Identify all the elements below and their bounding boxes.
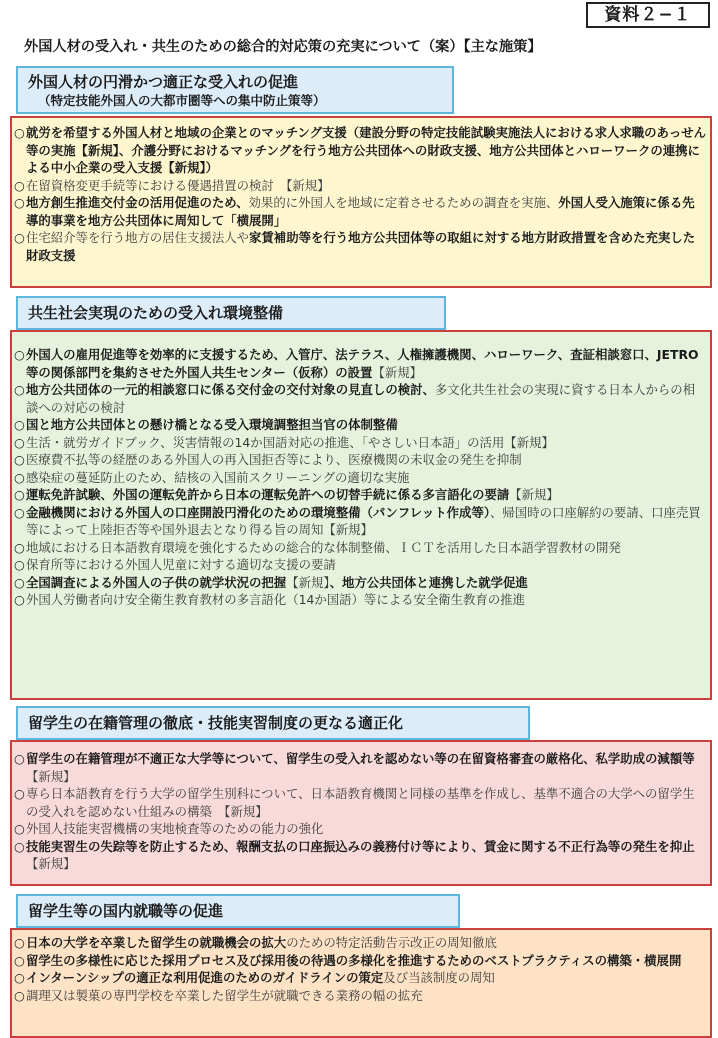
section-heading-1 bbox=[16, 66, 454, 114]
bold-text: 地方創生推進交付金の活用促進のため、 bbox=[26, 195, 249, 210]
list-item bbox=[14, 952, 706, 970]
section-title: 留学生等の国内就職等の促進 bbox=[28, 902, 224, 920]
section-body-2 bbox=[10, 330, 712, 700]
bullet-marker: ○ bbox=[14, 417, 25, 432]
plain-text: 地域における日本語教育環境を強化するための総合的な体制整備、ＩＣＴを活用した日本語学習教材の開発 bbox=[26, 539, 621, 555]
list-item bbox=[14, 486, 706, 504]
bold-text: 就労を希望する外国人材と地域の企業とのマッチング支援（建設分野の特定技能試験実施法人における求人求職のあっせん等の実施【新規】、介護分野におけるマッチングを行う地方公共団体への財政支援、地方公共団体とハローワークの連携による中小企業の受入支援【新規】） bbox=[26, 125, 706, 175]
plain-text: のための特定活動告示改正の周知徹底 bbox=[286, 935, 497, 950]
bullet-marker: ○ bbox=[14, 592, 25, 607]
plain-text: 感染症の蔓延防止のため、結核の入国前スクリーニングの適切な実施 bbox=[26, 469, 410, 485]
plain-text: 【新規】 bbox=[372, 364, 423, 380]
plain-text: 保育所等における外国人児童に対する適切な支援の要請 bbox=[26, 557, 336, 572]
plain-text: 【新規】 bbox=[286, 574, 330, 590]
bullet-marker: ○ bbox=[14, 574, 25, 590]
section-heading-4 bbox=[16, 894, 460, 928]
bold-text: 運転免許試験、外国の運転免許から日本の運転免許への切替手続に係る多言語化の要請 bbox=[26, 487, 510, 502]
section-title: 外国人材の円滑かつ適正な受入れの促進 bbox=[28, 73, 299, 91]
plain-text: 【新規】 bbox=[509, 487, 559, 502]
bullet-marker: ○ bbox=[14, 504, 25, 520]
list-item bbox=[14, 469, 706, 487]
bold-text: 技能実習生の失踪等を防止するため、報酬支払の口座振込みの義務付け等により、賃金に関する不正行為等の発生を抑止 bbox=[26, 838, 695, 854]
bullet-marker: ○ bbox=[14, 177, 25, 193]
section-heading-3 bbox=[16, 706, 530, 740]
plain-text: 調理又は製菓の専門学校を卒業した留学生が就職できる業務の幅の拡充 bbox=[26, 987, 423, 1003]
bold-text: 日本の大学を卒業した留学生の就職機会の拡大 bbox=[26, 935, 287, 950]
plain-text: 住宅紹介等を行う地方の居住支援法人や bbox=[26, 230, 250, 245]
bold-text: 金融機関における外国人の口座開設円滑化のための環境整備（パンフレット作成等） bbox=[26, 504, 491, 520]
bullet-marker: ○ bbox=[14, 452, 25, 467]
bullet-marker: ○ bbox=[14, 952, 25, 968]
list-item bbox=[14, 987, 706, 1005]
list-item bbox=[14, 785, 706, 820]
plain-text: 生活・就労ガイドブック、災害情報の14か国語対応の推進、「やさしい日本語」の活用【新規】 bbox=[26, 434, 554, 450]
bold-text: インターンシップの適正な利用促進のためのガイドラインの策定 bbox=[26, 970, 384, 985]
list-item bbox=[14, 229, 706, 264]
plain-text: 多文化共生社会の実現に資する日本人からの相談への対応の検討 bbox=[26, 382, 696, 415]
list-item bbox=[14, 504, 706, 539]
bullet-marker: ○ bbox=[14, 469, 25, 485]
list-item bbox=[14, 194, 706, 229]
bold-text: 全国調査による外国人の子供の就学状況の把握 bbox=[26, 574, 287, 590]
list-item bbox=[14, 820, 706, 838]
plain-text: 医療費不払等の経歴のある外国人の再入国拒否等により、医療機関の未収金の発生を抑制 bbox=[26, 452, 522, 467]
plain-text: 専ら日本語教育を行う大学の留学生別科について、日本語教育機関と同様の基準を作成し、基準不適合の大学への留学生の受入れを認めない仕組みの構築 【新規】 bbox=[26, 786, 695, 819]
plain-text: 【新規】 bbox=[26, 751, 707, 784]
bullet-marker: ○ bbox=[14, 195, 25, 210]
bullet-marker: ○ bbox=[14, 230, 25, 245]
bold-text: 国と地方公共団体との懸け橋となる受入環境調整担当官の体制整備 bbox=[26, 417, 398, 432]
list-item bbox=[14, 539, 706, 557]
bold-text: 留学生の在籍管理が不適正な大学等について、留学生の受入れを認めない等の在留資格審査の厳格化、私学助成の減額等 bbox=[26, 751, 695, 766]
bold-text: 留学生の多様性に応じた採用プロセス及び採用後の待遇の多様化を推進するためのベストプラクティスの構築・横展開 bbox=[26, 952, 682, 968]
bullet-marker: ○ bbox=[14, 970, 25, 985]
bullet-marker: ○ bbox=[14, 557, 25, 572]
plain-text: 、帰国時の口座解約の要請、口座売買等によって上陸拒否等や国外退去となり得る旨の周知【新規】 bbox=[26, 504, 701, 537]
list-item bbox=[14, 969, 706, 987]
bullet-marker: ○ bbox=[14, 125, 25, 140]
section-subtitle: （特定技能外国人の大都市圏等への集中防止策等） bbox=[38, 93, 326, 108]
bullet-marker: ○ bbox=[14, 821, 25, 836]
list-item bbox=[14, 124, 706, 177]
plain-text: 在留資格変更手続等における優遇措置の検討 【新規】 bbox=[26, 177, 330, 193]
list-item bbox=[14, 451, 706, 469]
bold-text: 外国人の雇用促進等を効率的に支援するため、入管庁、法テラス、人権擁護機関、ハローワーク、査証相談窓口、JETRO等の関係部門を集約させた外国人共生センター（仮称）の設置 bbox=[26, 347, 699, 380]
plain-text: 【新規】 bbox=[26, 838, 707, 871]
list-item bbox=[14, 591, 706, 609]
bullet-marker: ○ bbox=[14, 786, 25, 801]
section-heading-2 bbox=[16, 296, 446, 330]
bullet-marker: ○ bbox=[14, 751, 25, 766]
section-body-3 bbox=[10, 740, 712, 886]
bullet-marker: ○ bbox=[14, 434, 25, 450]
bullet-marker: ○ bbox=[14, 838, 25, 854]
plain-text: 外国人技能実習機構の実地検査等のための能力の強化 bbox=[26, 821, 324, 836]
bullet-marker: ○ bbox=[14, 539, 25, 555]
plain-text: 及び当該制度の周知 bbox=[383, 970, 495, 985]
list-item bbox=[14, 177, 706, 195]
bold-text: 、地方公共団体と連携した就学促進 bbox=[329, 574, 528, 590]
bullet-marker: ○ bbox=[14, 382, 25, 397]
bullet-marker: ○ bbox=[14, 935, 25, 950]
list-item bbox=[14, 574, 706, 592]
bold-text: 外国人受入施策に係る先導的事業を地方公共団体に周知して「横展開」 bbox=[26, 195, 695, 228]
list-item bbox=[14, 556, 706, 574]
document-label: 資料２−１ bbox=[586, 2, 710, 28]
section-title: 留学生の在籍管理の徹底・技能実習制度の更なる適正化 bbox=[28, 714, 404, 732]
list-item bbox=[14, 434, 706, 452]
section-body-1 bbox=[10, 116, 712, 288]
bold-text: 家賃補助等を行う地方公共団体等の取組に対する地方財政措置を含めた充実した財政支援 bbox=[26, 230, 696, 263]
list-item bbox=[14, 934, 706, 952]
list-item bbox=[14, 416, 706, 434]
list-item bbox=[14, 346, 706, 381]
bullet-marker: ○ bbox=[14, 347, 25, 362]
bullet-marker: ○ bbox=[14, 487, 25, 502]
list-item bbox=[14, 838, 706, 873]
page-title: 外国人材の受入れ・共生のための総合的対応策の充実について（案）【主な施策】 bbox=[24, 39, 542, 55]
section-title: 共生社会実現のための受入れ環境整備 bbox=[28, 304, 284, 322]
list-item bbox=[14, 750, 706, 785]
bold-text: 地方公共団体の一元的相談窓口に係る交付金の交付対象の見直しの検討、 bbox=[26, 382, 435, 397]
plain-text: 効果的に外国人を地域に定着させるための調査を実施、 bbox=[248, 195, 559, 210]
plain-text: 外国人労働者向け安全衛生教育教材の多言語化（14か国語）等による安全衛生教育の推進 bbox=[26, 592, 526, 607]
bullet-marker: ○ bbox=[14, 987, 25, 1003]
section-body-4 bbox=[10, 928, 712, 1038]
list-item bbox=[14, 381, 706, 416]
